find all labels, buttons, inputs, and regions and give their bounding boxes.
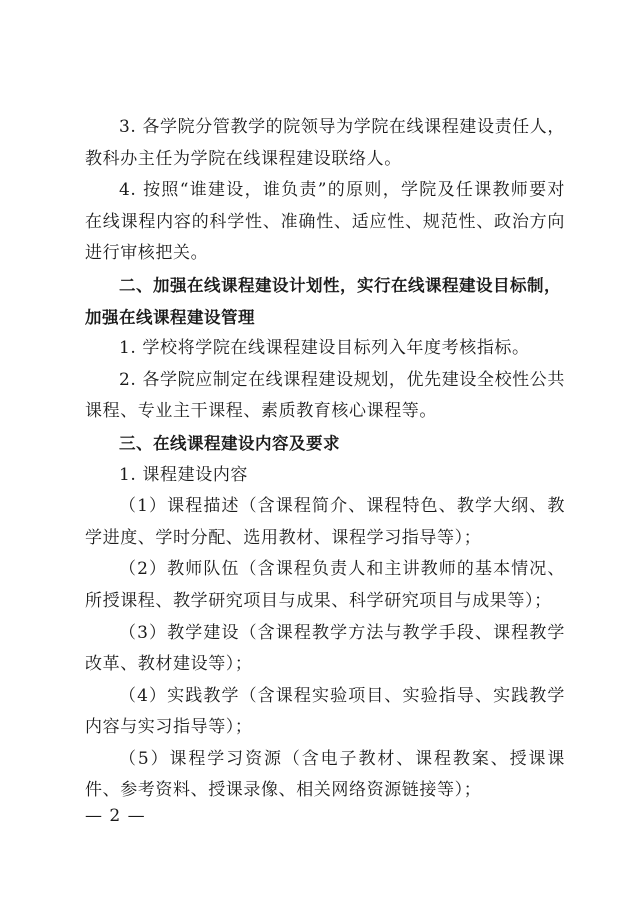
list-item-course-description: （1）课程描述（含课程简介、课程特色、教学大纲、教学进度、学时分配、选用教材、课程学习指导等）； — [85, 496, 565, 548]
section-heading-2: 二、加强在线课程建设计划性，实行在线课程建设目标制，加强在线课程建设管理 — [85, 275, 561, 327]
section-heading-3: 三、在线课程建设内容及要求 — [119, 433, 340, 453]
paragraph-item-4: 4. 按照“谁建设，谁负责”的原则，学院及任课教师要对在线课程内容的科学性、准确性、适应性、规范性、政治方向进行审核把关。 — [85, 180, 565, 264]
list-item-teaching-staff: （2）教师队伍（含课程负责人和主讲教师的基本情况、所授课程、教学研究项目与成果、科学研究项目与成果等）； — [85, 559, 565, 611]
document-body — [85, 112, 565, 807]
paragraph-section2-item-2: 2. 各学院应制定在线课程建设规划，优先建设全校性公共课程、专业主干课程、素质教育核心课程等。 — [85, 369, 565, 422]
list-item-teaching-construction: （3）教学建设（含课程教学方法与教学手段、课程教学改革、教材建设等）； — [85, 622, 565, 675]
paragraph-item-3: 3. 各学院分管教学的院领导为学院在线课程建设责任人，教科办主任为学院在线课程建设联络人。 — [85, 117, 565, 169]
page-number: — 2 — — [85, 806, 146, 826]
paragraph-section2-item-1: 1. 学校将学院在线课程建设目标列入年度考核指标。 — [119, 338, 530, 359]
list-item-practical-teaching: （4）实践教学（含课程实验项目、实验指导、实践教学内容与实习指导等）； — [85, 685, 565, 738]
list-item-learning-resources: （5）课程学习资源（含电子教材、课程教案、授课课件、参考资料、授课录像、相关网络资源链接等）； — [85, 748, 565, 801]
subheading-course-content: 1. 课程建设内容 — [119, 464, 249, 485]
